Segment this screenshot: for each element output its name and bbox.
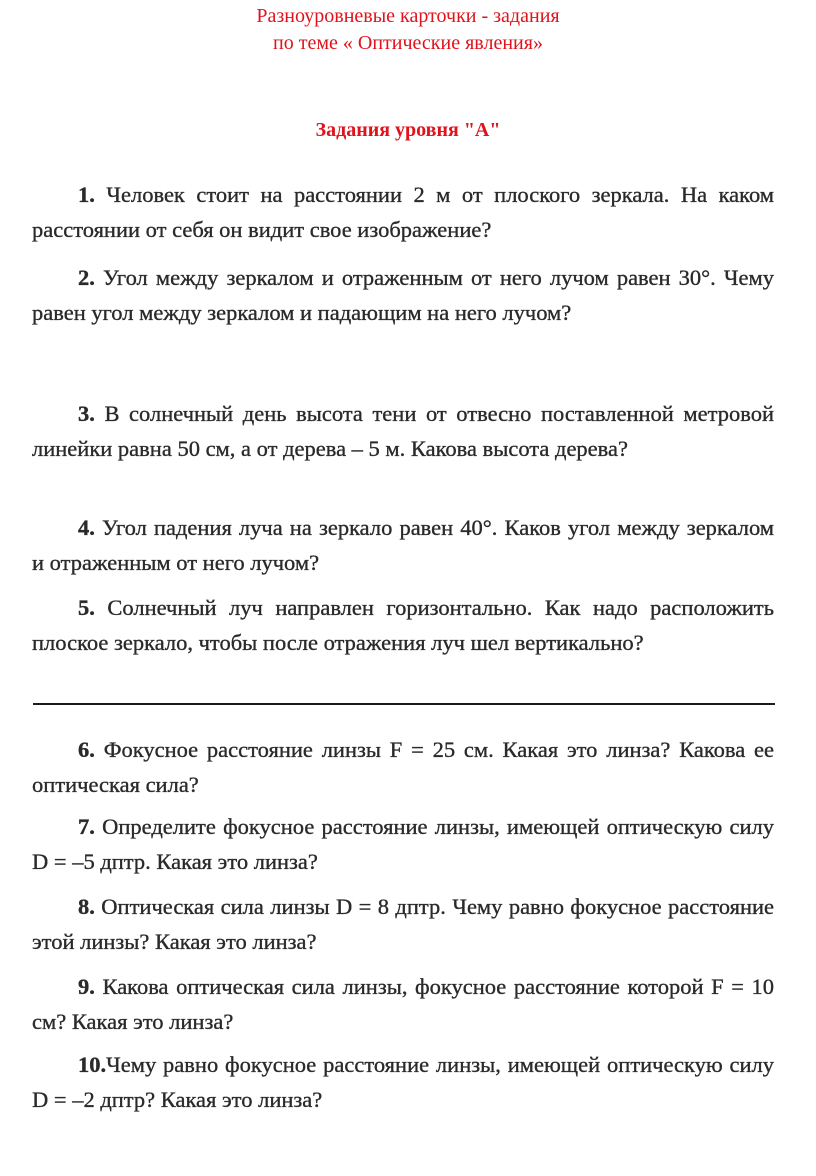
task-6 [32,733,774,802]
task-text: В солнечный день высота тени от отвесно поставленной метровой линейки равна 50 см, а от дерева – 5 м. Какова высота дерева? [32,401,775,461]
task-text: Солнечный луч направлен горизонтально. Как надо расположить плоское зеркало, чтобы после отражения луч шел вертикально? [32,595,775,655]
worksheet-title: Разноуровневые карточки - задания [256,5,560,27]
task-number: 6. [78,737,95,762]
task-8 [32,890,774,959]
task-text: Чему равно фокусное расстояние линзы, имеющей оптическую силу D = –2 дптр? Какая это линза? [32,1052,774,1112]
task-number: 1. [78,182,95,207]
task-7 [32,810,774,879]
task-9 [32,970,774,1039]
task-number: 7. [78,814,95,839]
task-text: Оптическая сила линзы D = 8 дптр. Чему равно фокусное расстояние этой линзы? Какая это линза? [32,894,775,954]
task-1 [32,178,774,247]
task-number: 8. [78,894,95,919]
task-3 [32,397,774,466]
task-10 [32,1048,774,1117]
task-2 [32,261,774,330]
task-text: Угол падения луча на зеркало равен 40°. Каков угол между зеркалом и отраженным от него лучом? [32,515,774,575]
worksheet-topic: по теме « Оптические явления» [273,32,543,54]
task-text: Угол между зеркалом и отраженным от него лучом равен 30°. Чему равен угол между зеркалом и падающим на него лучом? [32,265,774,325]
task-number: 3. [78,401,95,426]
task-number: 9. [78,974,95,999]
task-number: 4. [78,515,95,540]
task-text: Человек стоит на расстоянии 2 м от плоского зеркала. На каком расстоянии от себя он видит свое изображение? [32,182,774,242]
task-5 [32,591,774,660]
task-text: Какова оптическая сила линзы, фокусное расстояние которой F = 10 см? Какая это линза? [32,974,775,1034]
task-4 [32,511,774,580]
task-number: 10. [78,1052,107,1077]
task-text: Фокусное расстояние линзы F = 25 см. Какая это линза? Какова ее оптическая сила? [32,737,775,797]
task-number: 5. [78,595,95,620]
level-heading: Задания уровня "А" [315,119,501,141]
task-text: Определите фокусное расстояние линзы, имеющей оптическую силу D = –5 дптр. Какая это линза? [32,814,775,874]
task-number: 2. [78,265,95,290]
section-divider [33,703,775,705]
